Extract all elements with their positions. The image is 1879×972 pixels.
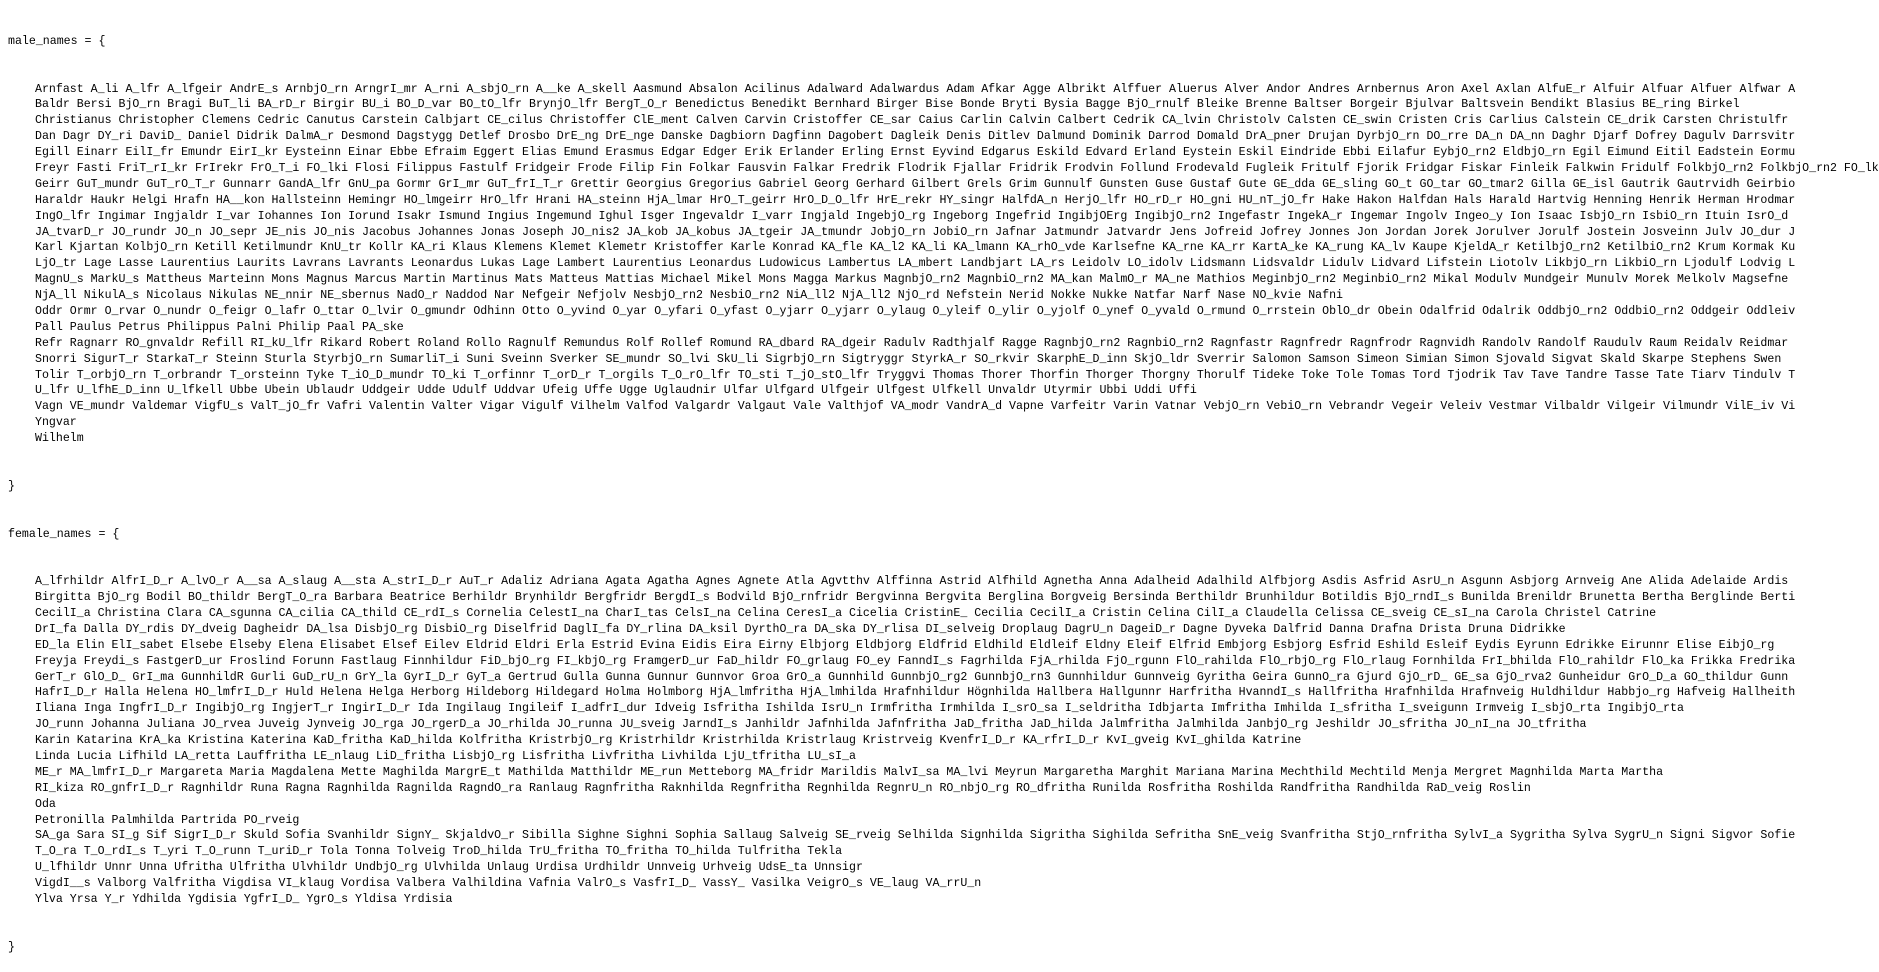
male-names-header: male_names = {: [8, 34, 106, 48]
female-name-line: Petronilla Palmhilda Partrida PO_rveig: [35, 813, 300, 827]
female-name-line: Oda: [35, 797, 56, 811]
male-name-line: Christianus Christopher Clemens Cedric Canutus Carstein Calbjart CE_cilus Christoffer ClE_ment Calven Carvin Cristoffer CE_sar Caius Carlin Calvin Calbert Cedrik CA_lvin Christolv Calsten CE_swin Cristen Cris Carlius Calstein CE_drik Carsten Christulfr: [35, 114, 1789, 128]
male-name-line: Dan Dagr DY_ri DaviD_ Daniel Didrik DalmA_r Desmond Dagstygg Detlef Drosbo DrE_ng DrE_nge Danske Dagbiorn Dagfinn Dagobert Dagleik Denis Ditlev Dalmund Dominik Darrod Domald DrA_pner Drujan DyrbjO_rn DO_rre DA_n DA_nn Daghr Djarf Dofrey Dagulv Darrsvitr: [35, 130, 1796, 144]
female-names-closing-brace: }: [8, 940, 15, 954]
male-name-line: Vagn VE_mundr Valdemar VigfU_s ValT_jO_fr Vafri Valentin Valter Vigar Vigulf Vilhelm Valfod Valgardr Valgaut Vale Valthjof VA_modr VandrA_d Vapne Varfeitr Varin Vatnar VebjO_rn VebiO_rn Vebrandr Vegeir Veleiv Vestmar Vilbaldr Vilgeir Vilmundr VilE_iv Vi: [35, 400, 1796, 414]
male-names-block: [8, 82, 1879, 447]
female-name-line: DrI_fa Dalla DY_rdis DY_dveig Dagheidr DA_lsa DisbjO_rg DisbiO_rg Diselfrid DaglI_fa DY_rlina DA_ksil DyrthO_ra DA_ska DY_rlisa DI_selveig Droplaug DagrU_n DageiD_r Dagne Dyveka Dalfrid Danna Drafna Drista Druna Didrikke: [35, 622, 1566, 636]
female-name-line: GerT_r GlO_D_ GrI_ma GunnhildR Gurli GuD_rU_n GrY_la GyrI_D_r GyT_a Gertrud Gulla Gunna Gunnur Gunnvor Groa GrO_a Gunnhild GunnbjO_rg2 GunnbjO_rn3 Gunnhildur Gunnveig Gyritha Geira GunnO_ra Gjurd GjO_rD_ GE_sa GjO_rva2 Gunheidur GrO_D_a GO_thildur Gunn: [35, 670, 1789, 684]
male-name-line: Snorri SigurT_r StarkaT_r Steinn Sturla StyrbjO_rn SumarliT_i Suni Sveinn Sverker SE_mundr SO_lvi SkU_li SigrbjO_rn Sigtryggr StyrkA_r SO_rkvir SkarphE_D_inn SkjO_ldr Sverrir Salomon Samson Simeon Simian Simon Sjovald Sigvat Skald Skarpe Stephens Swen: [35, 352, 1782, 366]
male-name-line: LjO_tr Lage Lasse Laurentius Laurits Lavrans Lavrants Leonardus Lukas Lage Lambert Laurentius Leonardus Ludowicus Lambertus LA_mbert Landbjart LA_rs Leidolv LO_idolv Lidsmann Lidsvaldr Lidulv Lidvard Lifstein Liotolv LikbjO_rn LikbiO_rn Ljodulf Lodvig L: [35, 257, 1796, 271]
male-name-line: Oddr Ormr O_rvar O_nundr O_feigr O_lafr O_ttar O_lvir O_gmundr Odhinn Otto O_yvind O_yar O_yfari O_yfast O_yjarr O_yjarr O_ylaug O_yleif O_ylir O_yjolf O_ynef O_yvald O_rmund O_rrstein OblO_dr Obein Odalfrid Odalrik OddbjO_rn2 OddbiO_rn2 Oddgeir Oddleiv: [35, 304, 1796, 318]
female-name-line: Freyja Freydi_s FastgerD_ur Froslind Forunn Fastlaug Finnhildur FiD_bjO_rg FI_kbjO_rg FramgerD_ur FaD_hildr FO_grlaug FO_ey FanndI_s Fagrhilda FjA_rhilda FjO_rgunn FlO_rahilda FlO_rbjO_rg FlO_rlaug Fornhilda FrI_bhilda FlO_rahildr FlO_ka Frikka Fredrika: [35, 654, 1796, 668]
female-name-line: T_O_ra T_O_rdI_s T_yri T_O_runn T_uriD_r Tola Tonna Tolveig TroD_hilda TrU_fritha TO_fritha TO_hilda Tulfritha Tekla: [35, 845, 843, 859]
male-names-closing-brace: }: [8, 479, 15, 493]
female-names-block: [8, 574, 1806, 908]
male-name-line: Baldr Bersi BjO_rn Bragi BuT_li BA_rD_r Birgir BU_i BO_D_var BO_tO_lfr BrynjO_lfr BergT_O_r Benedictus Benedikt Bernhard Birger Bise Bonde Bryti Bysia Bagge BjO_rnulf Bleike Brenne Baltser Borgeir Bjulvar Baltsvein Bendikt Blasius BE_ring Birkel: [35, 98, 1740, 112]
male-name-line: JA_tvarD_r JO_rundr JO_n JO_sepr JE_nis JO_nis Jacobus Johannes Jonas Joseph JO_nis2 JA_kob JA_kobus JA_tgeir JA_tmundr JobjO_rn JobiO_rn Jafnar Jatmundr Jatvardr Jens Jofreid Jofrey Jonnes Jon Jordan Jorek Jorulver Jorulf Jostein Josveinn Julv JO_dur J: [35, 225, 1796, 239]
male-name-line: Karl Kjartan KolbjO_rn Ketill Ketilmundr KnU_tr Kollr KA_ri Klaus Klemens Klemet Klemetr Kristoffer Karle Konrad KA_fle KA_l2 KA_li KA_lmann KA_rhO_vde Karlsefne KA_rne KA_rr KartA_ke KA_rung KA_lv Kaupe KjeldA_r KetilbjO_rn2 KetilbiO_rn2 Krum Kormak Ku: [35, 241, 1796, 255]
female-name-line: HafrI_D_r Halla Helena HO_lmfrI_D_r Huld Helena Helga Herborg Hildeborg Hildegard Holma Holmborg HjA_lmfritha HjA_lmhilda Hrafnhildur Högnhilda Hallbera Hallgunnr Harfritha HvanndI_s Hallfritha Hrafnhilda Hrafnveig Huldhildur Habbjo_rg Hafveig Hallheith: [35, 686, 1796, 700]
female-names-header: female_names = {: [8, 527, 120, 541]
female-name-line: U_lfhildr Unnr Unna Ufritha Ulfritha Ulvhildr UndbjO_rg Ulvhilda Unlaug Urdisa Urdhildr Unnveig Urhveig UdsE_ta Unnsigr: [35, 861, 863, 875]
female-name-line: A_lfrhildr AlfrI_D_r A_lvO_r A__sa A_slaug A__sta A_strI_D_r AuT_r Adaliz Adriana Agata Agatha Agnes Agnete Atla Agvtthv Alffinna Astrid Alfhild Agnetha Anna Adalheid Adalhild Alfbjorg Asdis Asfrid AsrU_n Asgunn Asbjorg Arnveig Ane Alida Adelaide Ardis: [35, 575, 1789, 589]
female-name-line: ED_la Elin ElI_sabet Elsebe Elseby Elena Elisabet Elsef Eilev Eldrid Eldri Erla Estrid Evina Eidis Eira Eirny Elbjorg Eldbjorg Eldfrid Eldhild Eldleif Eldny Eleif Elfrid Embjorg Esbjorg Esfrid Eshild Esleif Eydis Eyrunn Edrikke Eirunnr Elise EibjO_rg: [35, 638, 1775, 652]
female-name-line: CecilI_a Christina Clara CA_sgunna CA_cilia CA_thild CE_rdI_s Cornelia CelestI_na CharI_tas CelsI_na Celina CeresI_a Cicelia CristinE_ Cecilia CecilI_a Cristin Celina CilI_a Claudella Celissa CE_sveig CE_sI_na Carola Christel Catrine: [35, 607, 1657, 620]
female-name-line: Iliana Inga IngfrI_D_r IngibjO_rg IngjerT_r IngirI_D_r Ida Ingilaug Ingileif I_adfrI_dur Idveig Isfritha Ishilda IsrU_n Irmfritha Irmhilda I_srO_sa I_seldritha Idbjarta Imfritha Imhilda I_sfritha I_sveigunn Irmveig I_sbjO_rta IngibjO_rta: [35, 702, 1684, 716]
male-name-line: U_lfr U_lfhE_D_inn U_lfkell Ubbe Ubein Ublaudr Uddgeir Udde Udulf Uddvar Ufeig Uffe Ugge Uglaudnir Ulfar Ulfgard Ulfgeir Ulfgest Ulfkell Unvaldr Utyrmir Ubbi Uddi Uffi: [35, 384, 1197, 398]
male-name-line: Refr Ragnarr RO_gnvaldr Refill RI_kU_lfr Rikard Robert Roland Rollo Ragnulf Remundus Rolf Rollef Romund RA_dbard RA_dgeir Radulv Radthjalf Ragge RagnbjO_rn2 RagnbiO_rn2 Ragnfastr Ragnfredr Ragnfrodr Ragnvidh Randolv Randolf Raudulv Raum Reidalv Reidmar: [35, 336, 1789, 350]
male-name-line: Wilhelm: [35, 432, 84, 446]
female-name-line: VigdI__s Valborg Valfritha Vigdisa VI_klaug Vordisa Valbera Valhildina Vafnia ValrO_s VasfrI_D_ VassY_ Vasilka VeigrO_s VE_laug VA_rrU_n: [35, 877, 982, 891]
male-name-line: Haraldr Haukr Helgi Hrafn HA__kon Hallsteinn Hemingr HO_lmgeirr HrO_lfr Hrani HA_steinn HjA_lmar HrO_T_geirr HrO_D_O_lfr HrE_rekr HY_singr HalfdA_n HerjO_lfr HO_rD_r HO_gni HU_nT_jO_fr Hake Hakon Halfdan Hals Harald Hartvig Henning Henrik Herman Hrodmar: [35, 193, 1796, 207]
male-name-line: Freyr Fasti FriT_rI_kr FrIrekr FrO_T_i FO_lki Flosi Filippus Fastulf Fridgeir Frode Filip Fin Folkar Fausvin Falkar Fredrik Flodrik Fjallar Fridrik Frodvin Follund Frodevald Fugleik Fritulf Fjorik Fridgar Fiskar Finleik Falkwin Fridulf FolkbjO_rn2 FolkbjO_rn2 FO_lk: [35, 161, 1879, 175]
female-name-line: ME_r MA_lmfrI_D_r Margareta Maria Magdalena Mette Maghilda MargrE_t Mathilda Matthildr ME_run Metteborg MA_fridr Marildis MalvI_sa MA_lvi Meyrun Margaretha Marghit Mariana Marina Mechthild Mechtild Menja Mergret Magnhilda Marta Martha: [35, 765, 1664, 779]
female-name-line: Karin Katarina KrA_ka Kristina Katerina KaD_fritha KaD_hilda Kolfritha KristrbjO_rg Kristrhildr Kristrhilda Kristrlaug Kristrveig KvenfrI_D_r KA_rfrI_D_r KvI_gveig KvI_ghilda Katrine: [35, 734, 1302, 748]
male-name-line: NjA_ll NikulA_s Nicolaus Nikulas NE_nnir NE_sbernus NadO_r Naddod Nar Nefgeir Nefjolv NesbjO_rn2 NesbiO_rn2 NiA_ll2 NjA_ll2 NjO_rd Nefstein Nerid Nokke Nukke Natfar Narf Nase NO_kvie Nafni: [35, 289, 1343, 303]
male-name-line: Pall Paulus Petrus Philippus Palni Philip Paal PA_ske: [35, 320, 404, 334]
female-name-line: Birgitta BjO_rg Bodil BO_thildr BergT_O_ra Barbara Beatrice Berhildr Brynhildr Bergfridr BergdI_s Bodvild BjO_rnfridr Bergvinna Bergvita Berglina Borgveig Bersinda Berthildr Brunhildur Botildis BjO_rndI_s Bunilda Brenildr Brunetta Bertha Berglinde Berti: [35, 591, 1796, 605]
female-name-line: JO_runn Johanna Juliana JO_rvea Juveig Jynveig JO_rga JO_rgerD_a JO_rhilda JO_runna JU_sveig JarndI_s Janhildr Jafnhilda Jafnfritha JaD_fritha JaD_hilda Jalmfritha Jalmhilda JanbjO_rg Jeshildr JO_sfritha JO_nI_na JO_tfritha: [35, 718, 1587, 732]
female-name-line: SA_ga Sara SI_g Sif SigrI_D_r Skuld Sofia Svanhildr SignY_ SkjaldvO_r Sibilla Sighne Sighni Sophia Sallaug Salveig SE_rveig Selhilda Signhilda Sigritha Sighilda Sefritha SnE_veig Svanfritha StjO_rnfritha SylvI_a Sygritha Sylva SygrU_n Signi Sigvor Sofie: [35, 829, 1796, 843]
male-name-line: Yngvar: [35, 416, 77, 430]
male-name-line: Geirr GuT_mundr GuT_rO_T_r Gunnarr GandA_lfr GnU_pa Gormr GrI_mr GuT_frI_T_r Grettir Georgius Gregorius Gabriel Georg Gerhard Gilbert Grels Grim Gunnulf Gunsten Guse Gustaf Gute GE_dda GE_sling GO_t GO_tar GO_tmar2 Gilla GE_isl Gautrik Gautrvidh Geirbio: [35, 177, 1796, 191]
male-name-line: Egill Einarr EilI_fr Emundr EirI_kr Eysteinn Einar Ebbe Efraim Eggert Elias Emund Erasmus Edgar Edger Erik Erlander Erling Ernst Eyvind Edgarus Eskild Edvard Erland Eystein Eskil Eindride Ebbi Eilafur EybjO_rn2 EldbjO_rn Egil Eimund Eitil Eadstein Eormu: [35, 146, 1796, 160]
text-viewer: [8, 2, 1879, 954]
male-name-line: MagnU_s MarkU_s Mattheus Marteinn Mons Magnus Marcus Martin Martinus Mats Matteus Mattias Michael Mikel Mons Magga Markus MagnbjO_rn2 MagnbiO_rn2 MA_kan MalmO_r MA_ne Mathios MeginbjO_rn2 MeginbiO_rn2 Mikal Modulv Mundgeir Munulv Morek Melkolv Magsefne: [35, 273, 1789, 287]
male-name-line: IngO_lfr Ingimar Ingjaldr I_var Iohannes Ion Iorund Isakr Ismund Ingius Ingemund Ighul Isger Ingevaldr I_varr Ingjald IngebjO_rg Ingeborg Ingefrid IngibjOErg IngibjO_rn2 Ingefastr IngekA_r Ingemar Ingolv Ingeo_y Ion Isaac IsbjO_rn IsbiO_rn Ituin IsrO_d: [35, 209, 1789, 223]
male-name-line: Tolir T_orbjO_rn T_orbrandr T_orsteinn Tyke T_iO_D_mundr TO_ki T_orfinnr T_orD_r T_orgils T_O_rO_lfr TO_sti T_jO_stO_lfr Tryggvi Thomas Thorer Thorfin Thorger Thorgny Thorulf Tideke Toke Tole Tomas Tord Tjodrik Tav Tave Tandre Tasse Tate Tiarv Tindulv T: [35, 368, 1796, 382]
male-name-line: Arnfast A_li A_lfr A_lfgeir AndrE_s ArnbjO_rn ArngrI_mr A_rni A_sbjO_rn A__ke A_skell Aasmund Absalon Acilinus Adalward Adalwardus Adam Afkar Agge Albrikt Alffuer Aluerus Alver Andor Andres Arnbernus Aron Axel Axlan AlfuE_r Alfuir Alfuar Alfuer Alfwar A: [35, 82, 1796, 96]
female-name-line: Linda Lucia Lifhild LA_retta Lauffritha LE_nlaug LiD_fritha LisbjO_rg Lisfritha Livfritha Livhilda LjU_tfritha LU_sI_a: [35, 750, 856, 764]
female-name-line: Ylva Yrsa Y_r Ydhilda Ygdisia YgfrI_D_ YgrO_s Yldisa Yrdisia: [35, 893, 453, 907]
female-name-line: RI_kiza RO_gnfrI_D_r Ragnhildr Runa Ragna Ragnhilda Ragnilda RagndO_ra Ranlaug Ragnfritha Raknhilda Regnfritha Regnhilda RegnrU_n RO_nbjO_rg RO_dfritha Runilda Rosfritha Roshilda Randfritha Randhilda RaD_veig Roslin: [35, 781, 1531, 795]
